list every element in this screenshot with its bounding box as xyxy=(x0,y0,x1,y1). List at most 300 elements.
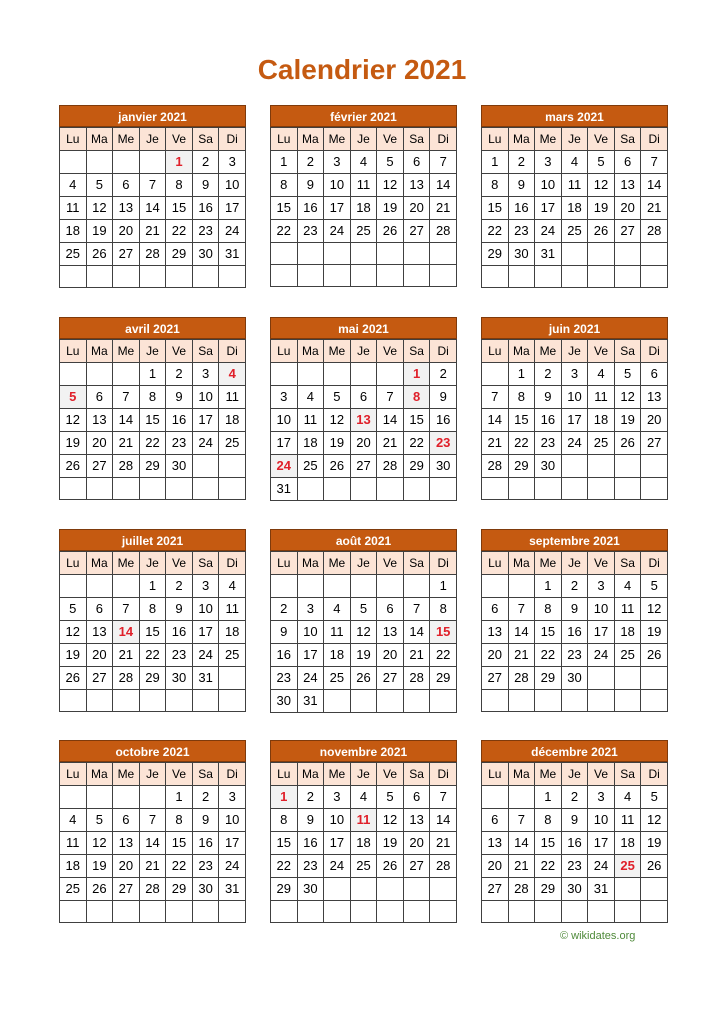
empty-day-cell xyxy=(60,786,87,809)
empty-day-cell xyxy=(508,266,535,288)
day-cell: 4 xyxy=(219,575,246,598)
day-cell: 6 xyxy=(641,363,668,386)
week-row xyxy=(60,220,246,243)
day-cell: 3 xyxy=(219,786,246,809)
weekday-label: Sa xyxy=(403,763,430,786)
day-cell: 26 xyxy=(377,855,404,878)
day-cell: 28 xyxy=(403,667,430,690)
weekday-label: Lu xyxy=(482,763,509,786)
weekday-label: Me xyxy=(324,340,351,363)
empty-day-cell xyxy=(641,690,668,712)
week-row xyxy=(271,878,457,901)
day-cell: 19 xyxy=(60,432,87,455)
day-cell: 26 xyxy=(60,667,87,690)
week-row xyxy=(482,197,668,220)
day-cell: 5 xyxy=(377,151,404,174)
holiday-day-cell: 15 xyxy=(430,621,457,644)
day-cell: 9 xyxy=(561,809,588,832)
week-row xyxy=(271,598,457,621)
holiday-day-cell: 5 xyxy=(60,386,87,409)
day-cell: 16 xyxy=(535,409,562,432)
weekday-label: Me xyxy=(324,763,351,786)
day-cell: 20 xyxy=(113,220,140,243)
day-cell: 21 xyxy=(113,644,140,667)
weekday-label: Je xyxy=(350,340,377,363)
day-cell: 23 xyxy=(271,667,298,690)
week-row xyxy=(482,667,668,690)
empty-day-cell xyxy=(561,690,588,712)
week-row xyxy=(60,151,246,174)
day-cell: 5 xyxy=(641,786,668,809)
day-cell: 24 xyxy=(219,220,246,243)
weekday-label: Je xyxy=(350,763,377,786)
day-cell: 29 xyxy=(482,243,509,266)
day-cell: 6 xyxy=(113,174,140,197)
week-row xyxy=(60,878,246,901)
day-cell: 22 xyxy=(508,432,535,455)
day-cell: 27 xyxy=(614,220,641,243)
day-cell: 15 xyxy=(271,832,298,855)
weekday-label: Lu xyxy=(60,340,87,363)
day-cell: 10 xyxy=(588,809,615,832)
day-cell: 20 xyxy=(641,409,668,432)
day-cell: 26 xyxy=(377,220,404,243)
day-cell: 14 xyxy=(403,621,430,644)
day-cell: 11 xyxy=(324,621,351,644)
weekday-label: Ve xyxy=(166,340,193,363)
empty-day-cell xyxy=(403,575,430,598)
day-cell: 17 xyxy=(297,644,324,667)
month-table xyxy=(270,551,457,713)
week-row xyxy=(482,386,668,409)
weekday-label: Ma xyxy=(86,552,113,575)
empty-day-cell xyxy=(113,786,140,809)
day-cell: 19 xyxy=(641,832,668,855)
day-cell: 17 xyxy=(219,197,246,220)
empty-day-cell xyxy=(192,478,219,500)
weekday-label: Ve xyxy=(166,128,193,151)
weekday-label: Lu xyxy=(271,340,298,363)
empty-day-cell xyxy=(86,266,113,288)
day-cell: 23 xyxy=(297,220,324,243)
day-cell: 11 xyxy=(588,386,615,409)
day-cell: 19 xyxy=(350,644,377,667)
day-cell: 12 xyxy=(588,174,615,197)
day-cell: 14 xyxy=(482,409,509,432)
empty-day-cell xyxy=(350,690,377,713)
empty-day-cell xyxy=(60,151,87,174)
empty-day-cell xyxy=(219,455,246,478)
day-cell: 27 xyxy=(403,220,430,243)
day-cell: 22 xyxy=(482,220,509,243)
day-cell: 22 xyxy=(166,220,193,243)
empty-day-cell xyxy=(324,690,351,713)
empty-day-cell xyxy=(561,243,588,266)
day-cell: 13 xyxy=(403,174,430,197)
weekday-label: Di xyxy=(430,763,457,786)
empty-day-cell xyxy=(139,151,166,174)
weekday-label: Di xyxy=(430,340,457,363)
empty-day-cell xyxy=(350,363,377,386)
day-cell: 2 xyxy=(192,151,219,174)
day-cell: 27 xyxy=(482,667,509,690)
day-cell: 11 xyxy=(297,409,324,432)
week-row xyxy=(271,855,457,878)
empty-day-cell xyxy=(377,878,404,901)
empty-day-cell xyxy=(350,901,377,923)
weekday-label: Me xyxy=(535,128,562,151)
empty-day-cell xyxy=(430,478,457,501)
week-row xyxy=(271,455,457,478)
week-row xyxy=(60,598,246,621)
weekday-label: Ve xyxy=(588,552,615,575)
month-title: juillet 2021 xyxy=(59,529,246,551)
day-cell: 20 xyxy=(86,432,113,455)
day-cell: 23 xyxy=(192,855,219,878)
empty-day-cell xyxy=(403,690,430,713)
day-cell: 6 xyxy=(403,151,430,174)
weekday-label: Sa xyxy=(614,340,641,363)
footer-credit: © wikidates.org xyxy=(560,930,636,942)
empty-day-cell xyxy=(297,901,324,923)
day-cell: 2 xyxy=(430,363,457,386)
empty-day-cell xyxy=(271,265,298,287)
weekday-label: Je xyxy=(561,340,588,363)
day-cell: 20 xyxy=(86,644,113,667)
weekday-label: Me xyxy=(113,128,140,151)
empty-day-cell xyxy=(60,363,87,386)
day-cell: 26 xyxy=(86,878,113,901)
empty-day-cell xyxy=(271,243,298,265)
day-cell: 24 xyxy=(324,220,351,243)
weekday-label: Ma xyxy=(297,340,324,363)
day-cell: 28 xyxy=(508,878,535,901)
month-table xyxy=(59,551,246,712)
day-cell: 7 xyxy=(508,598,535,621)
day-cell: 4 xyxy=(324,598,351,621)
empty-day-cell xyxy=(113,266,140,288)
week-row xyxy=(271,644,457,667)
day-cell: 23 xyxy=(508,220,535,243)
day-cell: 24 xyxy=(297,667,324,690)
day-cell: 2 xyxy=(561,575,588,598)
weekday-label: Ve xyxy=(377,340,404,363)
day-cell: 13 xyxy=(113,832,140,855)
week-row xyxy=(60,901,246,923)
page-title: Calendrier 2021 xyxy=(257,54,467,85)
weekday-label: Je xyxy=(139,552,166,575)
day-cell: 10 xyxy=(192,598,219,621)
day-cell: 30 xyxy=(561,878,588,901)
day-cell: 21 xyxy=(139,855,166,878)
day-cell: 29 xyxy=(430,667,457,690)
empty-day-cell xyxy=(614,667,641,690)
empty-day-cell xyxy=(641,243,668,266)
empty-day-cell xyxy=(86,575,113,598)
month-title: mars 2021 xyxy=(481,105,668,127)
month-title: mai 2021 xyxy=(270,317,457,339)
day-cell: 16 xyxy=(166,409,193,432)
day-cell: 7 xyxy=(430,786,457,809)
day-cell: 18 xyxy=(350,832,377,855)
day-cell: 15 xyxy=(166,197,193,220)
day-cell: 5 xyxy=(377,786,404,809)
empty-day-cell xyxy=(350,478,377,501)
day-cell: 20 xyxy=(482,644,509,667)
day-cell: 8 xyxy=(430,598,457,621)
day-cell: 25 xyxy=(219,432,246,455)
day-cell: 25 xyxy=(219,644,246,667)
weekday-label: Sa xyxy=(192,552,219,575)
empty-day-cell xyxy=(377,363,404,386)
week-row xyxy=(482,409,668,432)
day-cell: 5 xyxy=(60,598,87,621)
weekday-label: Sa xyxy=(192,128,219,151)
empty-day-cell xyxy=(297,575,324,598)
month-block xyxy=(59,317,245,500)
day-cell: 3 xyxy=(192,363,219,386)
day-cell: 26 xyxy=(614,432,641,455)
empty-day-cell xyxy=(482,575,509,598)
weekday-label: Ve xyxy=(588,128,615,151)
empty-day-cell xyxy=(192,901,219,923)
weekday-label: Lu xyxy=(60,128,87,151)
empty-day-cell xyxy=(86,151,113,174)
day-cell: 15 xyxy=(535,832,562,855)
day-cell: 13 xyxy=(86,409,113,432)
empty-day-cell xyxy=(561,455,588,478)
month-title: septembre 2021 xyxy=(481,529,668,551)
weekday-label: Ma xyxy=(86,340,113,363)
week-row xyxy=(482,621,668,644)
empty-day-cell xyxy=(113,690,140,712)
empty-day-cell xyxy=(86,363,113,386)
empty-day-cell xyxy=(614,266,641,288)
day-cell: 10 xyxy=(297,621,324,644)
day-cell: 12 xyxy=(86,197,113,220)
empty-day-cell xyxy=(641,667,668,690)
day-cell: 20 xyxy=(403,832,430,855)
weekday-label: Ma xyxy=(508,763,535,786)
empty-day-cell xyxy=(588,690,615,712)
empty-day-cell xyxy=(271,575,298,598)
week-row xyxy=(60,621,246,644)
empty-day-cell xyxy=(219,667,246,690)
day-cell: 16 xyxy=(297,832,324,855)
day-cell: 21 xyxy=(139,220,166,243)
day-cell: 1 xyxy=(535,786,562,809)
day-cell: 15 xyxy=(508,409,535,432)
empty-day-cell xyxy=(166,690,193,712)
week-row xyxy=(60,809,246,832)
day-cell: 2 xyxy=(561,786,588,809)
day-cell: 29 xyxy=(535,878,562,901)
day-cell: 21 xyxy=(403,644,430,667)
day-cell: 14 xyxy=(641,174,668,197)
day-cell: 7 xyxy=(113,386,140,409)
day-cell: 24 xyxy=(561,432,588,455)
day-cell: 30 xyxy=(192,878,219,901)
day-cell: 8 xyxy=(271,809,298,832)
day-cell: 17 xyxy=(192,621,219,644)
weekday-label: Ve xyxy=(166,552,193,575)
empty-day-cell xyxy=(219,478,246,500)
empty-day-cell xyxy=(508,478,535,500)
day-cell: 23 xyxy=(192,220,219,243)
empty-day-cell xyxy=(588,667,615,690)
empty-day-cell xyxy=(350,575,377,598)
empty-day-cell xyxy=(430,243,457,265)
month-title: août 2021 xyxy=(270,529,457,551)
month-title: décembre 2021 xyxy=(481,740,668,762)
weekday-label: Sa xyxy=(403,552,430,575)
weekday-label: Me xyxy=(535,763,562,786)
holiday-day-cell: 11 xyxy=(350,809,377,832)
day-cell: 10 xyxy=(192,386,219,409)
day-cell: 12 xyxy=(641,598,668,621)
day-cell: 2 xyxy=(297,151,324,174)
week-row xyxy=(271,786,457,809)
day-cell: 9 xyxy=(166,598,193,621)
weekday-label: Di xyxy=(641,763,668,786)
week-row xyxy=(482,878,668,901)
holiday-day-cell: 14 xyxy=(113,621,140,644)
empty-day-cell xyxy=(113,478,140,500)
empty-day-cell xyxy=(641,901,668,923)
day-cell: 18 xyxy=(588,409,615,432)
day-cell: 29 xyxy=(139,667,166,690)
holiday-day-cell: 24 xyxy=(271,455,298,478)
day-cell: 10 xyxy=(271,409,298,432)
empty-day-cell xyxy=(482,786,509,809)
weekday-label: Je xyxy=(139,763,166,786)
weekday-label: Di xyxy=(430,128,457,151)
week-row xyxy=(482,575,668,598)
empty-day-cell xyxy=(377,575,404,598)
day-cell: 9 xyxy=(166,386,193,409)
month-title: octobre 2021 xyxy=(59,740,246,762)
day-cell: 22 xyxy=(430,644,457,667)
day-cell: 30 xyxy=(271,690,298,713)
day-cell: 11 xyxy=(350,174,377,197)
day-cell: 28 xyxy=(113,667,140,690)
day-cell: 19 xyxy=(641,621,668,644)
day-cell: 28 xyxy=(430,220,457,243)
day-cell: 7 xyxy=(641,151,668,174)
weekday-label: Ma xyxy=(297,128,324,151)
holiday-day-cell: 1 xyxy=(271,786,298,809)
day-cell: 24 xyxy=(588,855,615,878)
day-cell: 30 xyxy=(297,878,324,901)
day-cell: 4 xyxy=(350,786,377,809)
empty-day-cell xyxy=(139,478,166,500)
empty-day-cell xyxy=(324,265,351,287)
week-row xyxy=(60,644,246,667)
day-cell: 11 xyxy=(219,386,246,409)
day-cell: 9 xyxy=(271,621,298,644)
day-cell: 11 xyxy=(561,174,588,197)
day-cell: 8 xyxy=(535,598,562,621)
empty-day-cell xyxy=(614,478,641,500)
day-cell: 27 xyxy=(482,878,509,901)
day-cell: 23 xyxy=(166,644,193,667)
day-cell: 12 xyxy=(86,832,113,855)
empty-day-cell xyxy=(139,690,166,712)
day-cell: 5 xyxy=(350,598,377,621)
day-cell: 3 xyxy=(324,786,351,809)
weekday-label: Sa xyxy=(614,128,641,151)
day-cell: 26 xyxy=(324,455,351,478)
day-cell: 9 xyxy=(297,174,324,197)
empty-day-cell xyxy=(60,690,87,712)
weekday-header-row xyxy=(271,128,457,151)
empty-day-cell xyxy=(482,690,509,712)
weekday-label: Ma xyxy=(297,763,324,786)
month-table xyxy=(270,127,457,287)
weekday-label: Lu xyxy=(482,340,509,363)
day-cell: 30 xyxy=(561,667,588,690)
weekday-label: Je xyxy=(350,552,377,575)
day-cell: 14 xyxy=(113,409,140,432)
day-cell: 18 xyxy=(561,197,588,220)
day-cell: 31 xyxy=(588,878,615,901)
month-table xyxy=(481,762,668,923)
day-cell: 6 xyxy=(377,598,404,621)
day-cell: 21 xyxy=(377,432,404,455)
day-cell: 3 xyxy=(324,151,351,174)
day-cell: 8 xyxy=(271,174,298,197)
empty-day-cell xyxy=(60,266,87,288)
day-cell: 18 xyxy=(219,621,246,644)
day-cell: 6 xyxy=(86,386,113,409)
day-cell: 14 xyxy=(508,832,535,855)
day-cell: 9 xyxy=(561,598,588,621)
day-cell: 18 xyxy=(297,432,324,455)
day-cell: 16 xyxy=(508,197,535,220)
day-cell: 16 xyxy=(192,832,219,855)
day-cell: 16 xyxy=(192,197,219,220)
week-row xyxy=(482,809,668,832)
empty-day-cell xyxy=(430,265,457,287)
day-cell: 29 xyxy=(403,455,430,478)
weekday-label: Di xyxy=(219,552,246,575)
day-cell: 22 xyxy=(271,855,298,878)
empty-day-cell xyxy=(614,878,641,901)
day-cell: 9 xyxy=(430,386,457,409)
empty-day-cell xyxy=(324,575,351,598)
weekday-label: Me xyxy=(324,552,351,575)
empty-day-cell xyxy=(60,575,87,598)
month-block xyxy=(481,740,667,923)
weekday-label: Di xyxy=(219,340,246,363)
day-cell: 17 xyxy=(561,409,588,432)
day-cell: 12 xyxy=(324,409,351,432)
day-cell: 20 xyxy=(350,432,377,455)
day-cell: 24 xyxy=(192,644,219,667)
day-cell: 20 xyxy=(482,855,509,878)
empty-day-cell xyxy=(219,690,246,712)
day-cell: 11 xyxy=(60,197,87,220)
weekday-label: Me xyxy=(113,763,140,786)
day-cell: 21 xyxy=(508,644,535,667)
weekday-label: Me xyxy=(113,552,140,575)
day-cell: 9 xyxy=(535,386,562,409)
day-cell: 21 xyxy=(430,832,457,855)
weekday-label: Di xyxy=(641,128,668,151)
day-cell: 29 xyxy=(139,455,166,478)
holiday-day-cell: 8 xyxy=(403,386,430,409)
day-cell: 4 xyxy=(297,386,324,409)
